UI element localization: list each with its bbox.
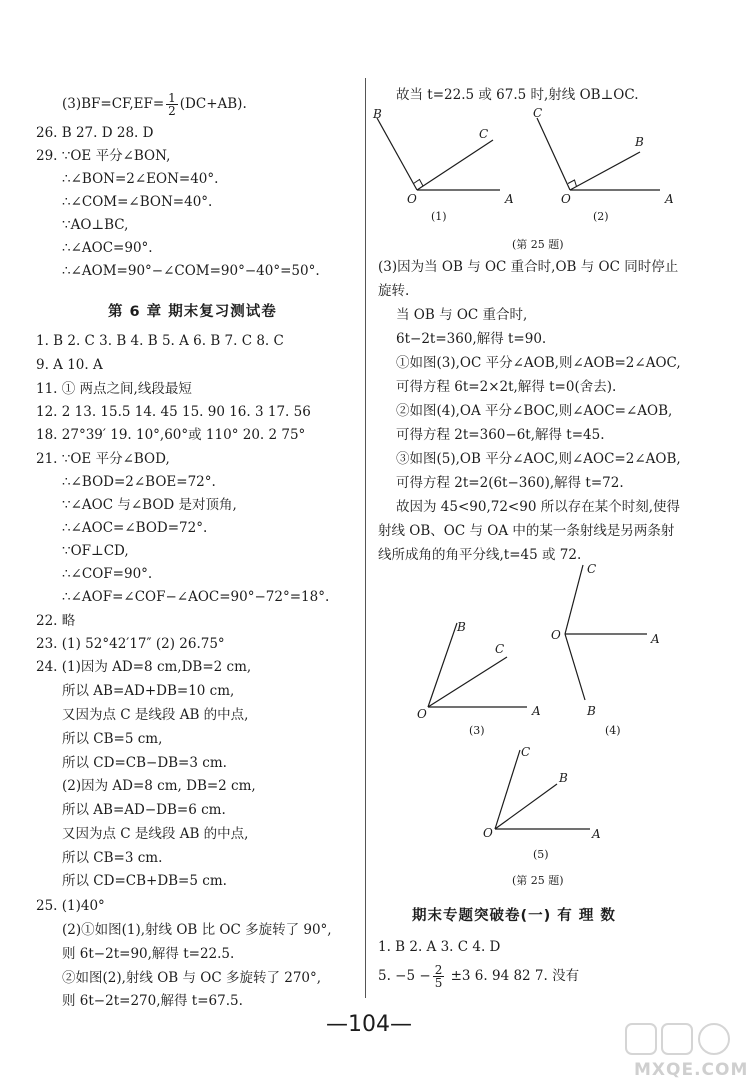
figure-caption: (第 25 题) (512, 874, 564, 887)
right-line: 可得方程 2t=2(6t−360),解得 t=72. (396, 475, 624, 491)
label-C: C (587, 562, 597, 576)
right-line: 可得方程 2t=360−6t,解得 t=45. (396, 427, 605, 443)
chapter-heading: 第 6 章 期末复习测试卷 (108, 304, 277, 320)
q25-line: 则 6t−2t=90,解得 t=22.5. (62, 946, 235, 962)
sub-caption-1: (1) (431, 210, 447, 223)
left-line-1: (3)BF=CF,EF= $\frac{1}{2}$ (DC+AB). (62, 91, 247, 118)
q24-line: 所以 CD=CB+DB=5 cm. (62, 873, 227, 889)
sub-caption-2: (2) (593, 210, 609, 223)
q24-line: 又因为点 C 是线段 AB 的中点, (62, 826, 249, 842)
figure-caption: (第 25 题) (512, 238, 564, 251)
right-line: 射线 OB、OC 与 OA 中的某一条射线是另两条射 (378, 523, 675, 539)
figure-2 (533, 106, 674, 223)
q29-line: ∴∠AOM=90°−∠COM=90°−40°=50°. (62, 263, 320, 279)
q24-line: 所以 CB=5 cm, (62, 731, 163, 747)
right-line: ①如图(3),OC 平分∠AOB,则∠AOB=2∠AOC, (396, 355, 681, 371)
fraction-two-fifths: $\frac{2}{5}$ (434, 963, 443, 990)
watermark-logo (622, 1022, 749, 1082)
right-line: (3)因为当 OB 与 OC 重合时,OB 与 OC 同时停止 (378, 259, 679, 275)
label-B: B (559, 771, 568, 785)
q29-line: ∵AO⊥BC, (62, 217, 129, 233)
right-line: 故因为 45<90,72<90 所以存在某个时刻,使得 (396, 499, 681, 515)
label-C: C (479, 127, 489, 141)
q24-line: (2)因为 AD=8 cm, DB=2 cm, (62, 778, 256, 794)
figure-1 (372, 107, 514, 223)
page-number: —104— (326, 1012, 412, 1037)
figures-3-4 (365, 555, 725, 740)
figure-3 (417, 620, 541, 737)
label-O: O (561, 192, 571, 206)
q21-line: ∵OF⊥CD, (62, 543, 129, 559)
right-line: ③如图(5),OB 平分∠AOC,则∠AOC=2∠AOB, (396, 451, 681, 467)
choice-answers: 9. A 10. A (36, 357, 103, 373)
label-B: B (635, 135, 644, 149)
section-heading: 期末专题突破卷(一) 有 理 数 (412, 908, 616, 924)
rational-answers: 1. B 2. A 3. C 4. D (378, 939, 501, 955)
q25-line: ②如图(2),射线 OB 与 OC 多旋转了 270°, (62, 970, 322, 986)
q21-line: 21. ∵OE 平分∠BOD, (36, 451, 170, 467)
label-A: A (665, 192, 674, 206)
label-O: O (551, 628, 561, 642)
label-C: C (495, 642, 505, 656)
sub-caption-4: (4) (605, 724, 621, 737)
sub-caption-3: (3) (469, 724, 485, 737)
right-line: 当 OB 与 OC 重合时, (396, 307, 528, 323)
sub-caption-5: (5) (533, 848, 549, 861)
figure-5 (465, 740, 625, 865)
label-A: A (532, 704, 541, 718)
q29-line: ∴∠COM=∠BON=40°. (62, 194, 213, 210)
q24-line: 24. (1)因为 AD=8 cm,DB=2 cm, (36, 659, 252, 675)
q29-line: ∴∠BON=2∠EON=40°. (62, 171, 219, 187)
label-O: O (407, 192, 417, 206)
right-line: 6t−2t=360,解得 t=90. (396, 331, 547, 347)
right-line: 线所成角的角平分线,t=45 或 72. (378, 547, 582, 563)
figures-1-2 (365, 100, 725, 230)
q24-line: 所以 CB=3 cm. (62, 850, 163, 866)
label-B: B (457, 620, 466, 634)
label-A: A (505, 192, 514, 206)
watermark-text: MXQE.COM (634, 1060, 749, 1080)
q24-line: 所以 CD=CB−DB=3 cm. (62, 755, 227, 771)
fill-answers: 12. 2 13. 15.5 14. 45 15. 90 16. 3 17. 56 (36, 404, 311, 420)
q25-line: 则 6t−2t=270,解得 t=67.5. (62, 993, 243, 1009)
right-line: 可得方程 6t=2×2t,解得 t=0(舍去). (396, 379, 617, 395)
q29-line: ∴∠AOC=90°. (62, 240, 153, 256)
q21-line: ∵∠AOC 与∠BOD 是对顶角, (62, 497, 237, 513)
label-O: O (483, 826, 493, 840)
fill-answer: 11. ① 两点之间,线段最短 (36, 381, 192, 397)
q21-line: ∴∠AOF=∠COF−∠AOC=90°−72°=18°. (62, 589, 330, 605)
q29-line: 29. ∵OE 平分∠BON, (36, 148, 171, 164)
q25-line: (2)①如图(1),射线 OB 比 OC 多旋转了 90°, (62, 922, 332, 938)
q24-line: 所以 AB=AD−DB=6 cm. (62, 802, 226, 818)
q21-line: ∴∠AOC=∠BOD=72°. (62, 520, 208, 536)
label-A: A (651, 632, 660, 646)
label-B: B (373, 107, 382, 121)
label-C: C (533, 106, 543, 120)
q25-line: 25. (1)40° (36, 898, 105, 914)
q21-line: ∴∠COF=90°. (62, 566, 153, 582)
q22-line: 22. 略 (36, 613, 76, 629)
q24-line: 所以 AB=AD+DB=10 cm, (62, 683, 235, 699)
q21-line: ∴∠BOD=2∠BOE=72°. (62, 474, 216, 490)
figure-4 (551, 562, 660, 737)
right-line: 故当 t=22.5 或 67.5 时,射线 OB⊥OC. (396, 87, 639, 103)
choice-answers: 1. B 2. C 3. B 4. B 5. A 6. B 7. C 8. C (36, 333, 284, 349)
fill-answers: 18. 27°39′ 19. 10°,60°或 110° 20. 2 75° (36, 427, 306, 443)
right-line: 旋转. (378, 283, 410, 299)
q23-line: 23. (1) 52°42′17″ (2) 26.75° (36, 636, 225, 652)
label-C: C (521, 745, 531, 759)
fraction-one-half: $\frac{1}{2}$ (168, 91, 176, 118)
label-A: A (592, 827, 601, 841)
answers-26-28: 26. B 27. D 28. D (36, 125, 154, 141)
right-line: ②如图(4),OA 平分∠BOC,则∠AOC=∠AOB, (396, 403, 673, 419)
rational-answers: 5. −5 − $\frac{2}{5}$ ±3 6. 94 82 7. 没有 (378, 963, 580, 990)
q24-line: 又因为点 C 是线段 AB 的中点, (62, 707, 249, 723)
label-B: B (587, 704, 596, 718)
label-O: O (417, 707, 427, 721)
